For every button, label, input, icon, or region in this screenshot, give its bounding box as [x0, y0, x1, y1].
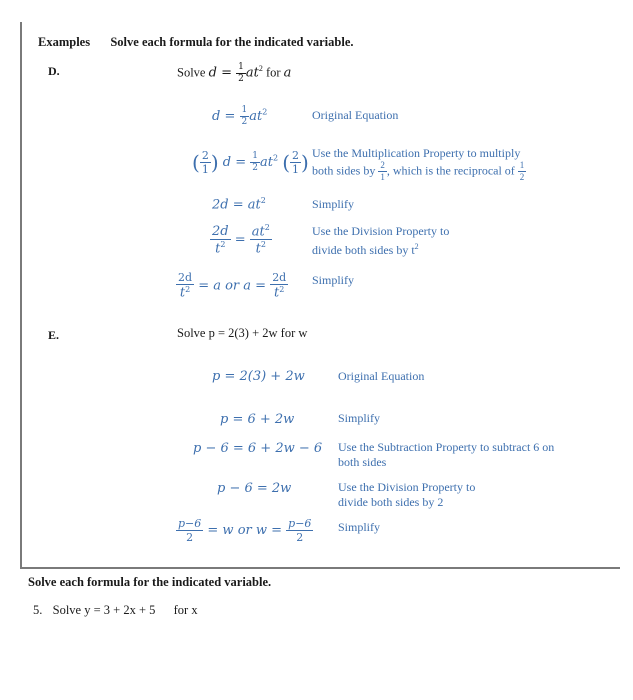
d-step2-equation: ( $\frac{2}{1}$ ) d = $\frac{1}{2}$ $at^2$ ( $\frac{2}{1}$ ) [192, 149, 309, 176]
d-step1-equation: d = $\frac{1}{2}$ $at^2$ [212, 105, 268, 127]
d-step4-note: Use the Division Property to divide both sides by $t^2$ [312, 224, 450, 257]
e-step5-note: Simplify [338, 520, 381, 534]
example-d-prompt: Solve d = $\frac{1}{2}$ $at^2$ for a [177, 62, 292, 84]
e-step3-note: Use the Subtraction Property to subtract 6 on both sides [338, 440, 555, 469]
example-e-prompt: Solve p = 2(3) + 2w for w [177, 326, 308, 340]
d-step4-equation: $\frac{2d}{t^2}$ = $\frac{at^2}{t^2}$ [212, 223, 270, 257]
examples-instruction: Solve each formula for the indicated variable. [110, 35, 354, 49]
d-step5-equation: $\frac{2d}{t^2}$ = a or a = $\frac{2d}{t^2}$ [178, 271, 287, 301]
e-step5-equation: $\frac{p-6}{2}$ = w or w = $\frac{p-6}{2}$ [178, 517, 312, 544]
d-step3-equation: $2d = at^2$ [212, 196, 266, 213]
e-step1-note: Original Equation [338, 369, 425, 383]
d-step5-note: Simplify [312, 273, 355, 287]
example-d-letter: D. [48, 64, 60, 78]
e-step2-equation: p = 6 + 2w [220, 412, 295, 427]
d-step2-note: Use the Multiplication Property to multiply both sides by $\frac{2}{1}$ , which is the reciprocal of $\frac{1}{2}$ [312, 146, 525, 182]
practice-problem-5: 5. Solve y = 3 + 2x + 5 for x [33, 603, 198, 617]
e-step1-equation: p = 2(3) + 2w [212, 369, 305, 384]
d-step3-note: Simplify [312, 197, 355, 211]
half-fraction: $\frac{1}{2}$ [238, 62, 244, 84]
d-step1-note: Original Equation [312, 108, 399, 122]
examples-box [20, 22, 620, 569]
examples-header [38, 35, 354, 50]
e-step4-equation: p − 6 = 2w [217, 481, 292, 496]
practice-heading: Solve each formula for the indicated variable. [28, 575, 272, 589]
example-e-letter: E. [48, 328, 60, 342]
examples-label: Examples [38, 35, 91, 49]
e-step2-note: Simplify [338, 411, 381, 425]
e-step4-note: Use the Division Property to divide both sides by 2 [338, 480, 476, 509]
e-step3-equation: p − 6 = 6 + 2w − 6 [193, 441, 323, 456]
